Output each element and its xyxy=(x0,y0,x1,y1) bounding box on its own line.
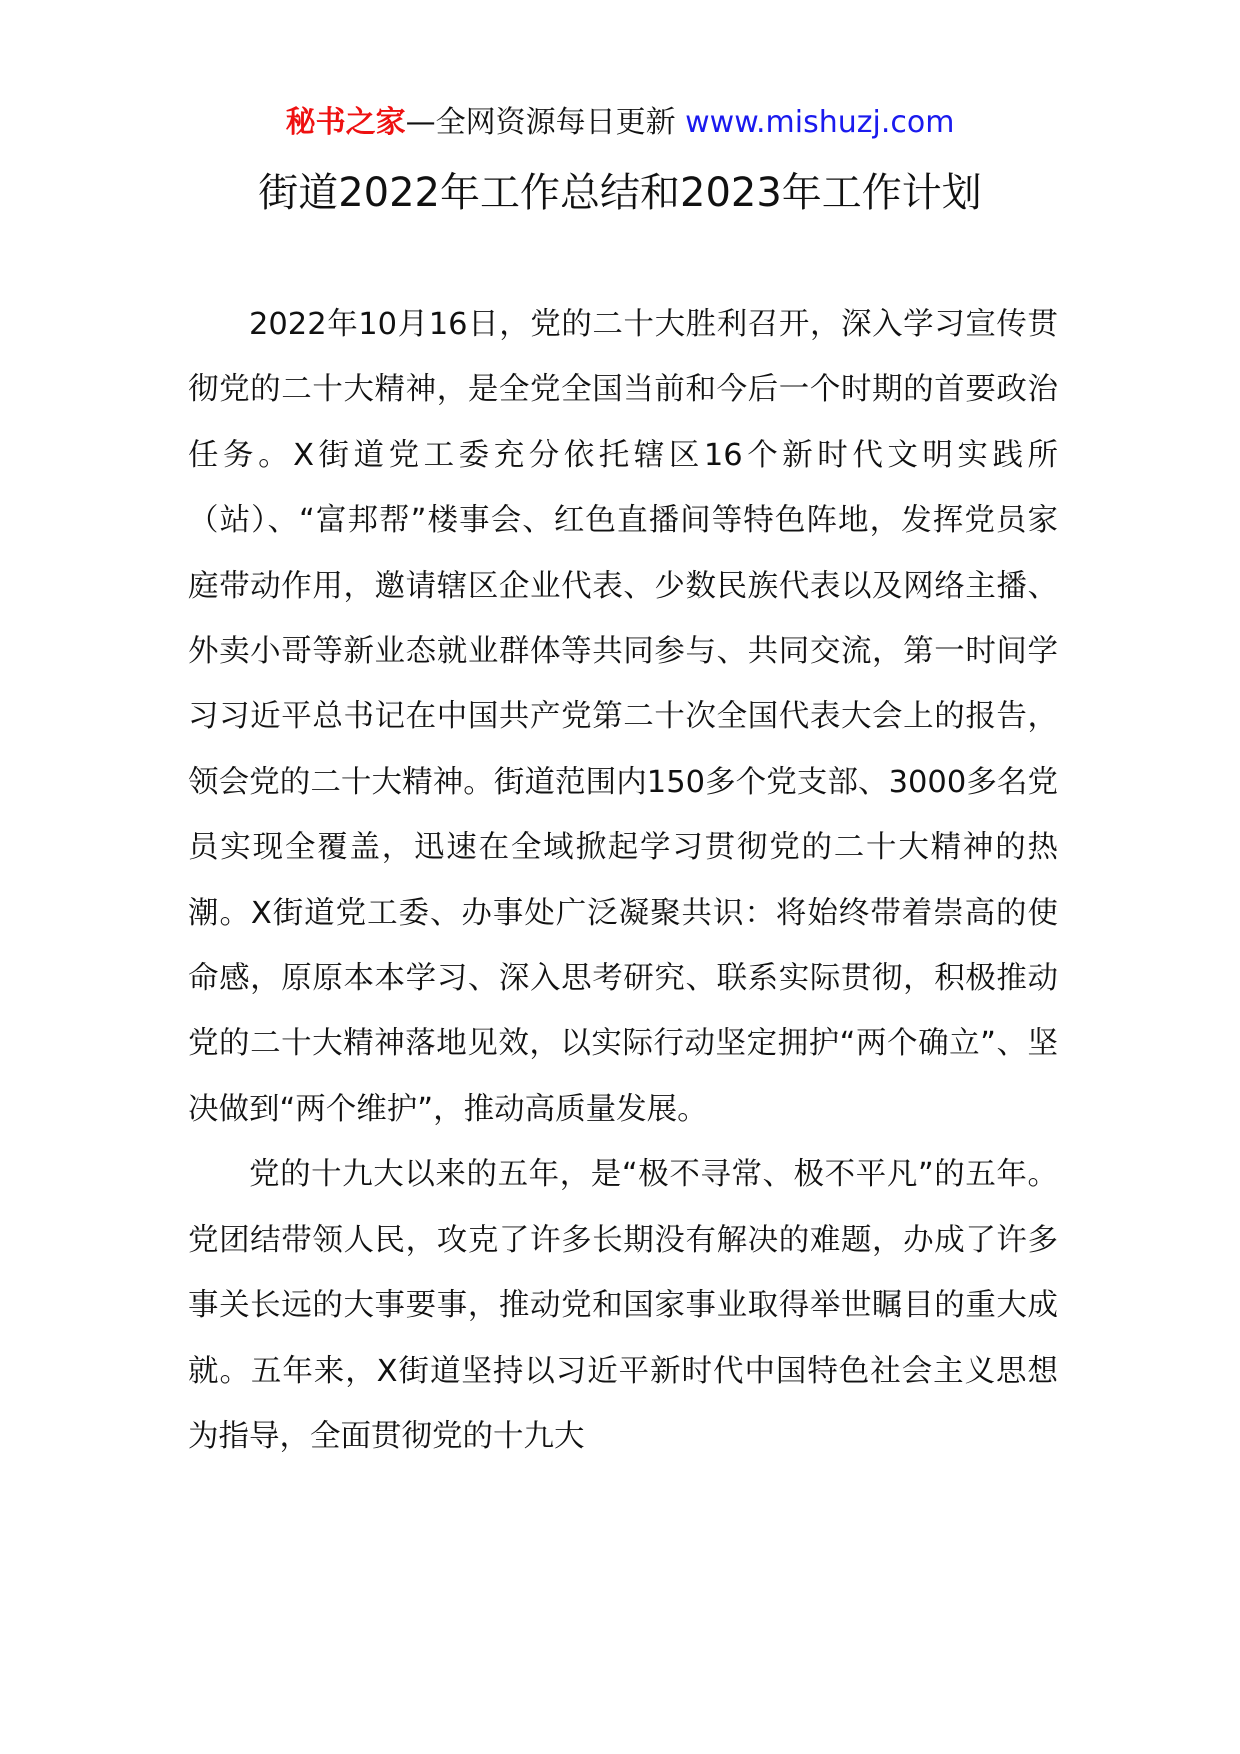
site-url-link[interactable]: www.mishuzj.com xyxy=(685,105,955,140)
brand-name: 秘书之家 xyxy=(285,105,406,140)
document-body xyxy=(188,292,1058,1469)
body-paragraph: 2022年10月16日，党的二十大胜利召开，深入学习宣传贯彻党的二十大精神，是全党全国当前和今后一个时期的首要政治任务。X街道党工委充分依托辖区16个新时代文明实践所（站）、“富邦帮”楼事会、红色直播间等特色阵地，发挥党员家庭带动作用，邀请辖区企业代表、少数民族代表以及网络主播、外卖小哥等新业态就业群体等共同参与、共同交流，第一时间学习习近平总书记在中国共产党第二十次全国代表大会上的报告，领会党的二十大精神。街道范围内150多个党支部、3000多名党员实现全覆盖，迅速在全域掀起学习贯彻党的二十大精神的热潮。X街道党工委、办事处广泛凝聚共识：将始终带着崇高的使命感，原原本本学习、深入思考研究、联系实际贯彻，积极推动党的二十大精神落地见效，以实际行动坚定拥护“两个确立”、坚决做到“两个维护”，推动高质量发展。 xyxy=(188,307,1058,1127)
header-tagline: —全网资源每日更新 xyxy=(405,105,676,140)
site-header xyxy=(0,103,1240,143)
document-title: 街道2022年工作总结和2023年工作计划 xyxy=(258,170,982,216)
body-paragraph: 党的十九大以来的五年，是“极不寻常、极不平凡”的五年。党团结带领人民，攻克了许多长期没有解决的难题，办成了许多事关长远的大事要事，推动党和国家事业取得举世瞩目的重大成就。五年来，X街道坚持以习近平新时代中国特色社会主义思想为指导，全面贯彻党的十九大 xyxy=(188,1157,1058,1454)
